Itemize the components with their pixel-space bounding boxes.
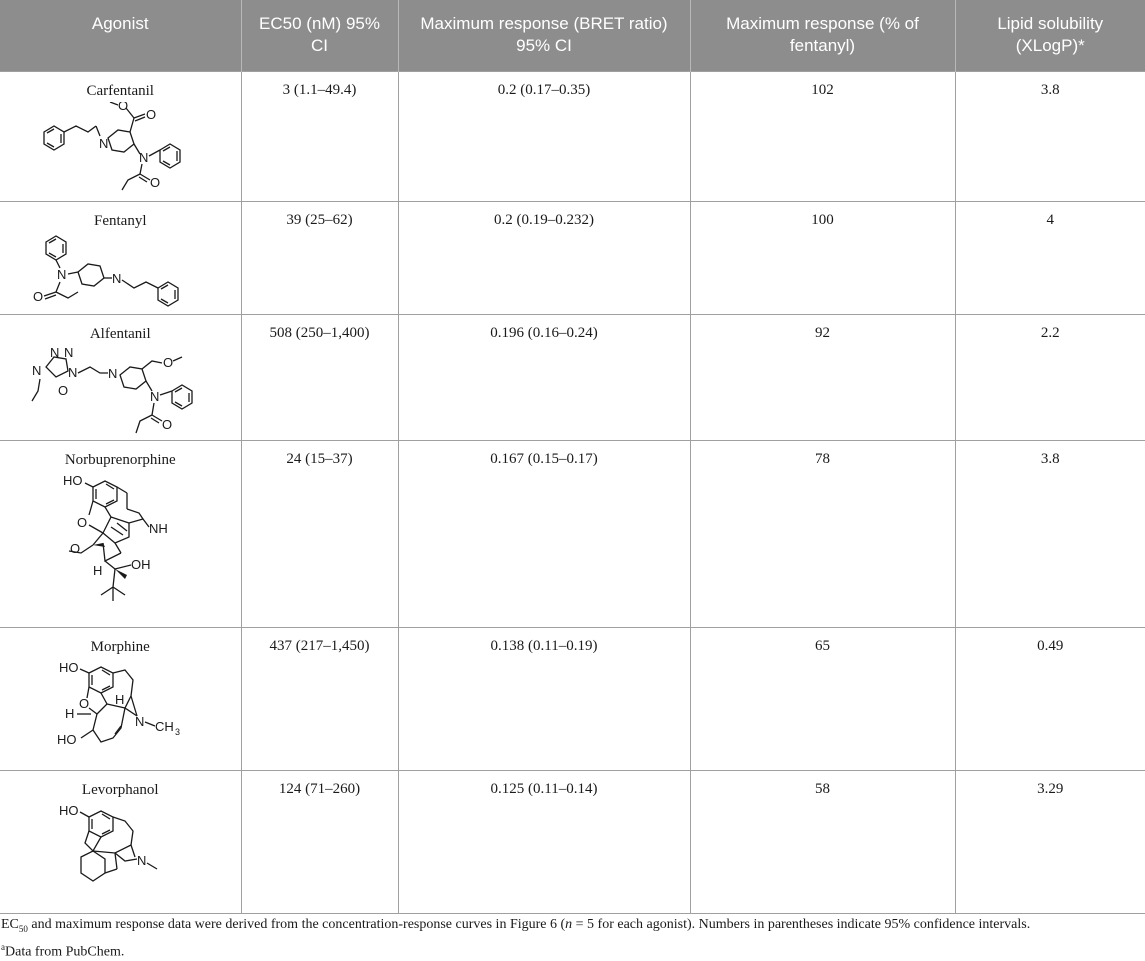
levorphanol-structure — [45, 801, 195, 913]
svg-text:O: O — [118, 101, 129, 113]
header-agonist: Agonist — [0, 0, 241, 71]
agonist-name: Fentanyl — [94, 212, 147, 229]
svg-text:N: N — [107, 365, 118, 381]
svg-text:H: H — [93, 562, 103, 578]
alfentanil-structure — [28, 345, 213, 440]
svg-text:O: O — [162, 354, 173, 370]
svg-text:N: N — [67, 364, 78, 380]
agonist-name: Carfentanil — [86, 82, 154, 99]
xlogp-cell: 3.8 — [955, 440, 1145, 627]
ec50-cell: 437 (217–1,450) — [241, 627, 398, 770]
svg-text:O: O — [146, 106, 157, 122]
svg-text:CH: CH — [155, 718, 175, 734]
footnote-source: $^a$Data from PubChem. — [1, 941, 125, 960]
norbuprenorphine-structure — [45, 471, 195, 621]
max-pct-cell: 65 — [690, 627, 955, 770]
agonist-name: Norbuprenorphine — [64, 451, 176, 468]
xlogp-cell: 0.49 — [955, 627, 1145, 770]
svg-text:H: H — [65, 705, 75, 721]
svg-text:HO: HO — [59, 659, 79, 675]
header-max-response-pct: Maximum response (% of fentanyl) — [690, 0, 955, 71]
ec50-cell: 508 (250–1,400) — [241, 314, 398, 440]
svg-text:O: O — [161, 416, 172, 432]
svg-text:HO: HO — [63, 472, 83, 488]
table-footnotes — [1, 916, 1141, 961]
svg-text:N: N — [135, 713, 145, 729]
agonist-name: Levorphanol — [81, 781, 159, 798]
svg-text:O: O — [79, 695, 90, 711]
svg-text:O: O — [150, 174, 161, 190]
agonist-name: Morphine — [90, 638, 150, 655]
max-pct-cell: 58 — [690, 770, 955, 913]
xlogp-cell: 3.8 — [955, 71, 1145, 201]
footnote-methods: $EC_{50}$ and maximum response data were derived from the concentration-response curves in Figure 6 (n = 5 for each agonist). Numbers in parentheses indicate 95% confidence intervals. — [1, 917, 1031, 934]
header-max-response-bret: Maximum response (BRET ratio) 95% CI — [398, 0, 690, 71]
xlogp-cell: 2.2 — [955, 314, 1145, 440]
max-bret-cell: 0.196 (0.16–0.24) — [398, 314, 690, 440]
max-bret-cell: 0.138 (0.11–0.19) — [398, 627, 690, 770]
agonist-cell — [0, 71, 241, 201]
xlogp-cell: 3.29 — [955, 770, 1145, 913]
table-row — [0, 440, 1145, 627]
svg-text:O: O — [70, 540, 81, 556]
ec50-cell: 124 (71–260) — [241, 770, 398, 913]
agonist-cell — [0, 314, 241, 440]
svg-text:N: N — [49, 344, 60, 360]
max-pct-cell: 92 — [690, 314, 955, 440]
xlogp-cell: 4 — [955, 201, 1145, 314]
agonist-cell — [0, 440, 241, 627]
svg-text:HO: HO — [59, 802, 79, 818]
max-pct-cell: 102 — [690, 71, 955, 201]
svg-text:H: H — [115, 691, 125, 707]
svg-text:O: O — [57, 382, 68, 398]
header-lipid-solubility: Lipid solubility (XLogP)* — [955, 0, 1145, 71]
fentanyl-structure — [30, 232, 210, 312]
max-pct-cell: 100 — [690, 201, 955, 314]
svg-text:N: N — [112, 270, 122, 286]
max-pct-cell: 78 — [690, 440, 955, 627]
max-bret-cell: 0.2 (0.17–0.35) — [398, 71, 690, 201]
agonist-cell — [0, 627, 241, 770]
svg-text:OH: OH — [131, 556, 151, 572]
svg-text:O: O — [33, 288, 44, 304]
max-bret-cell: 0.2 (0.19–0.232) — [398, 201, 690, 314]
svg-text:N: N — [137, 852, 147, 868]
svg-text:3: 3 — [175, 726, 181, 737]
table-row — [0, 770, 1145, 913]
agonist-name: Alfentanil — [89, 325, 151, 342]
max-bret-cell: 0.125 (0.11–0.14) — [398, 770, 690, 913]
ec50-cell: 39 (25–62) — [241, 201, 398, 314]
carfentanil-structure — [30, 102, 210, 192]
table-row — [0, 201, 1145, 314]
max-bret-cell: 0.167 (0.15–0.17) — [398, 440, 690, 627]
table-row — [0, 71, 1145, 201]
svg-text:N: N — [139, 149, 149, 165]
ec50-cell: 3 (1.1–49.4) — [241, 71, 398, 201]
svg-text:NH: NH — [149, 520, 169, 536]
header-ec50: EC50 (nM) 95% CI — [241, 0, 398, 71]
svg-text:N: N — [149, 388, 160, 404]
svg-text:HO: HO — [57, 731, 77, 747]
header-row — [0, 0, 1145, 71]
svg-text:N: N — [31, 362, 42, 378]
svg-text:N: N — [99, 135, 109, 151]
table-row — [0, 627, 1145, 770]
svg-text:O: O — [77, 514, 88, 530]
agonist-cell — [0, 201, 241, 314]
ec50-cell: 24 (15–37) — [241, 440, 398, 627]
morphine-structure — [45, 658, 195, 770]
table-row — [0, 314, 1145, 440]
svg-text:N: N — [63, 344, 74, 360]
svg-text:N: N — [57, 266, 67, 282]
agonist-cell — [0, 770, 241, 913]
